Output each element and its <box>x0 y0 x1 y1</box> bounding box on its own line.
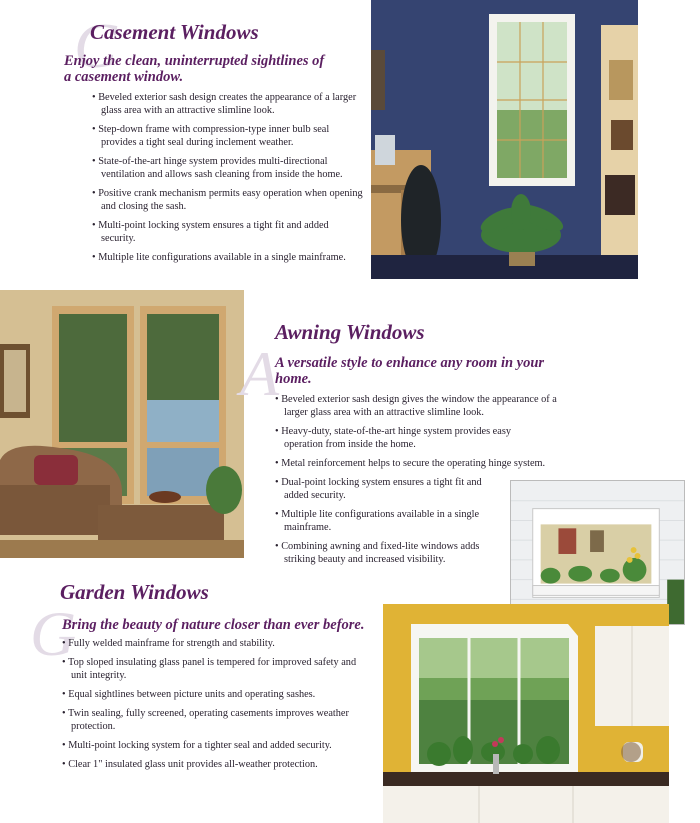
awning-window-photo <box>0 290 244 558</box>
garden-section <box>30 580 380 777</box>
list-item: • Fully welded mainframe for strength and stability. <box>62 637 372 650</box>
garden-decorative-letter: G <box>30 598 77 669</box>
casement-window-photo <box>371 0 638 279</box>
awning-title: Awning Windows <box>275 320 425 344</box>
list-item: • Positive crank mechanism permits easy operation when opening and closing the sash. <box>92 187 364 213</box>
casement-title: Casement Windows <box>90 20 259 44</box>
awning-subtitle: A versatile style to enhance any room in your home. <box>275 355 545 387</box>
list-item: • Beveled exterior sash design creates the appearance of a larger glass area with an attractive slimline look. <box>92 91 364 117</box>
casement-subtitle: Enjoy the clean, uninterrupted sightlines of a casement window. <box>64 53 325 85</box>
casement-decorative-letter: C <box>74 10 117 81</box>
list-item: • Multi-point locking system ensures a tight fit and added security. <box>92 219 364 245</box>
garden-subtitle: Bring the beauty of nature closer than ever before. <box>62 617 365 633</box>
list-item: • State-of-the-art hinge system provides multi-directional ventilation and allows sash cleaning from inside the home. <box>92 155 364 181</box>
list-item: • Multiple lite configurations available in a single mainframe. <box>275 508 575 534</box>
awning-decorative-letter: A <box>240 338 280 409</box>
list-item: • Beveled exterior sash design gives the window the appearance of a larger glass area with an attractive slimline look. <box>275 393 575 419</box>
garden-feature-list <box>62 637 372 771</box>
list-item: • Dual-point locking system ensures a tight fit and added security. <box>275 476 575 502</box>
list-item: • Step-down frame with compression-type inner bulb seal provides a tight seal during inclement weather. <box>92 123 364 149</box>
awning-section <box>240 320 580 572</box>
list-item: • Metal reinforcement helps to secure the operating hinge system. <box>275 457 575 470</box>
garden-window-kitchen-photo <box>383 604 669 823</box>
list-item: • Equal sightlines between picture units and operating sashes. <box>62 688 372 701</box>
list-item: • Twin sealing, fully screened, operating casements improves weather protection. <box>62 707 372 733</box>
garden-title: Garden Windows <box>60 580 209 604</box>
casement-section <box>60 10 365 270</box>
list-item: • Multiple lite configurations available in a single mainframe. <box>92 251 364 264</box>
awning-feature-list <box>275 393 575 566</box>
list-item: • Clear 1" insulated glass unit provides all-weather protection. <box>62 758 372 771</box>
list-item: • Combining awning and fixed-lite windows adds striking beauty and increased visibility. <box>275 540 575 566</box>
casement-feature-list <box>92 91 364 264</box>
list-item: • Top sloped insulating glass panel is tempered for improved safety and unit integrity. <box>62 656 372 682</box>
list-item: • Multi-point locking system for a tighter seal and added security. <box>62 739 372 752</box>
list-item: • Heavy-duty, state-of-the-art hinge system provides easy operation from inside the home. <box>275 425 575 451</box>
